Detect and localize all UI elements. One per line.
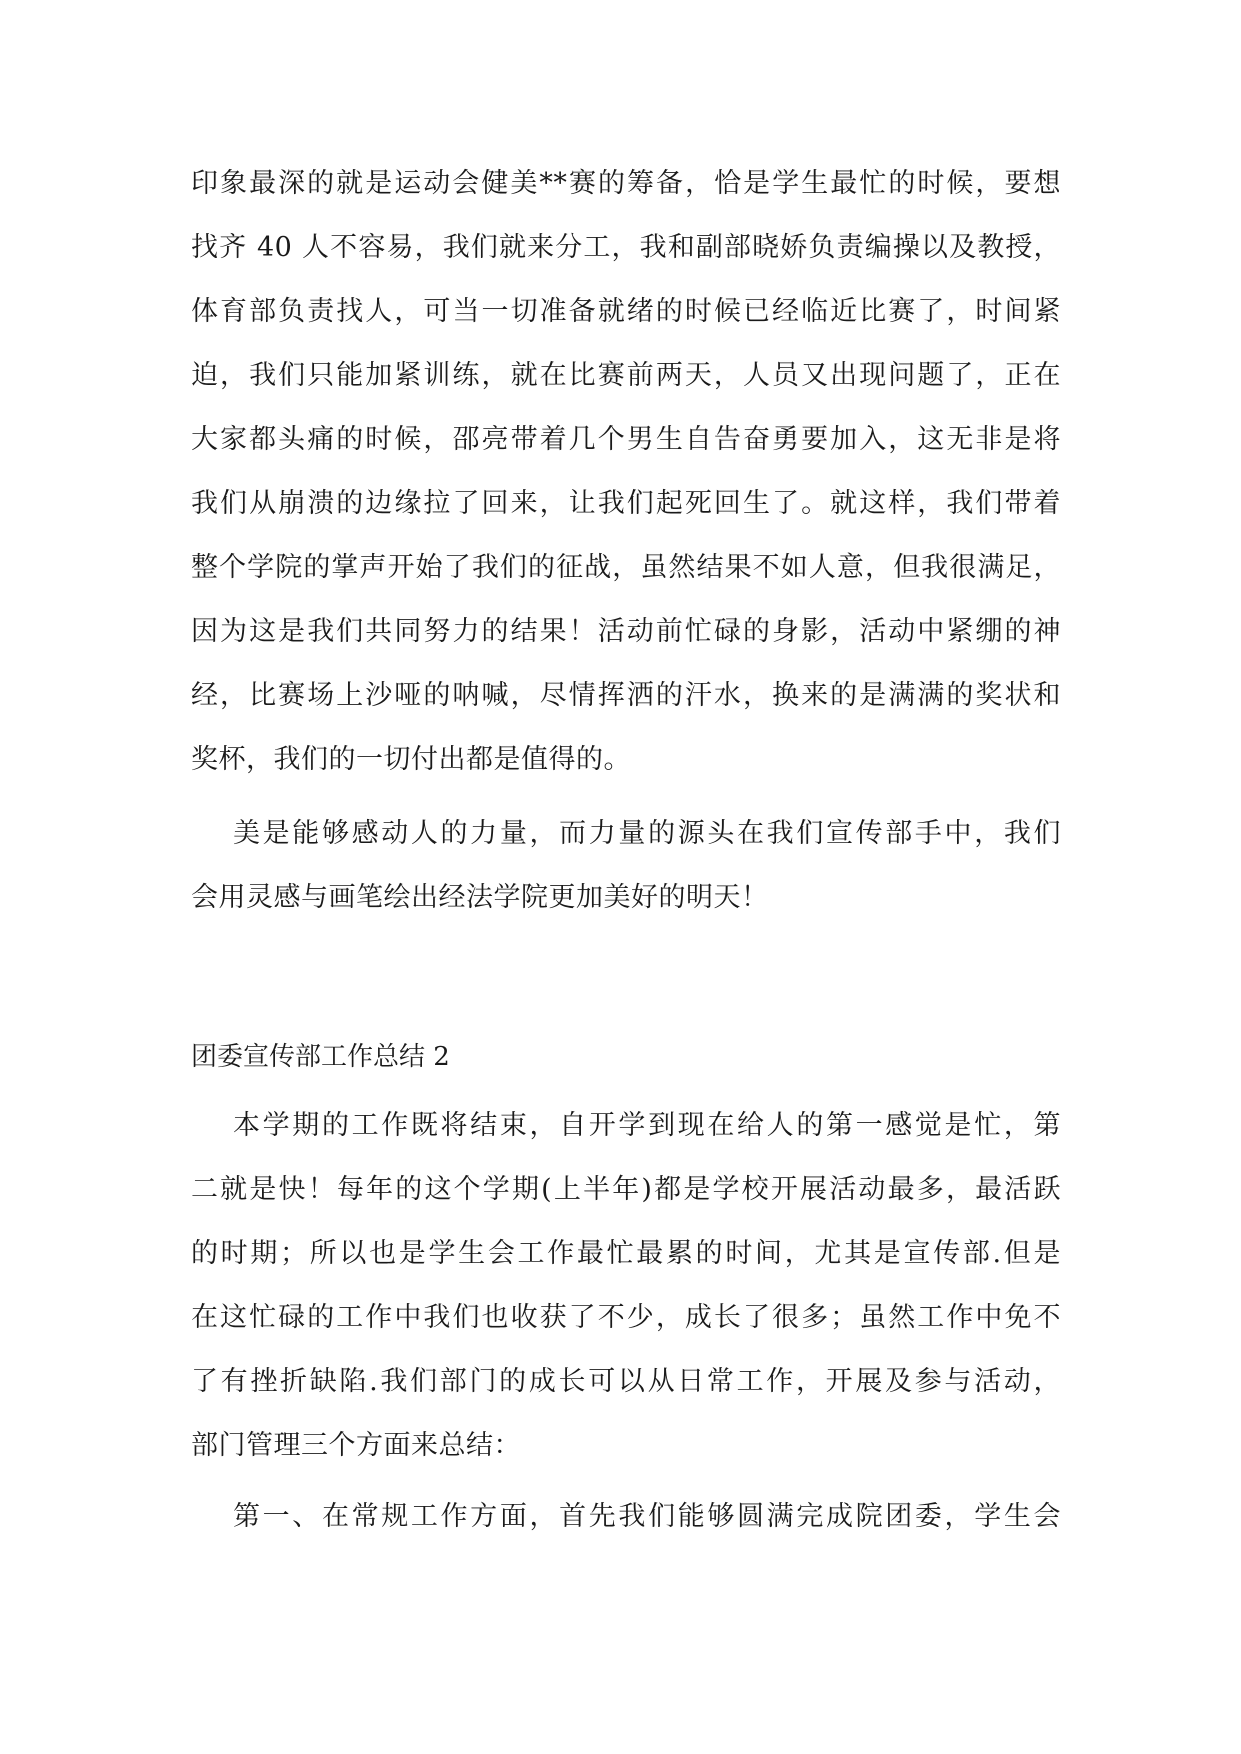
text-line: 找齐 40 人不容易，我们就来分工，我和副部晓娇负责编操以及教授， (191, 232, 1061, 263)
text-line: 因为这是我们共同努力的结果！活动前忙碌的身影，活动中紧绷的神 (191, 616, 1061, 647)
text-line: 在这忙碌的工作中我们也收获了不少，成长了很多；虽然工作中免不 (191, 1302, 1061, 1333)
paragraph-semester-summary (191, 1094, 1061, 1478)
text-line: 奖杯，我们的一切付出都是值得的。 (191, 744, 631, 775)
text-line: 大家都头痛的时候，邵亮带着几个男生自告奋勇要加入，这无非是将 (191, 424, 1061, 455)
text-line: 二就是快！每年的这个学期(上半年)都是学校开展活动最多，最活跃 (191, 1174, 1061, 1205)
text-line: 本学期的工作既将结束，自开学到现在给人的第一感觉是忙，第 (233, 1110, 1061, 1141)
section-heading: 团委宣传部工作总结 2 (191, 1042, 450, 1072)
text-line: 我们从崩溃的边缘拉了回来，让我们起死回生了。就这样，我们带着 (191, 488, 1061, 519)
text-line: 第一、在常规工作方面，首先我们能够圆满完成院团委，学生会 (233, 1501, 1061, 1532)
text-line: 了有挫折缺陷.我们部门的成长可以从日常工作，开展及参与活动， (191, 1366, 1061, 1397)
text-line: 的时期；所以也是学生会工作最忙最累的时间，尤其是宣传部.但是 (191, 1238, 1061, 1269)
paragraph-beauty (191, 802, 1061, 930)
text-line: 整个学院的掌声开始了我们的征战，虽然结果不如人意，但我很满足， (191, 552, 1061, 583)
text-line: 体育部负责找人，可当一切准备就绪的时候已经临近比赛了，时间紧 (191, 296, 1061, 327)
text-line: 经，比赛场上沙哑的呐喊，尽情挥洒的汗水，换来的是满满的奖状和 (191, 680, 1061, 711)
paragraph-sports-event (191, 152, 1061, 792)
text-line: 会用灵感与画笔绘出经法学院更加美好的明天！ (191, 882, 769, 913)
paragraph-routine-work (191, 1485, 1061, 1549)
text-line: 部门管理三个方面来总结： (191, 1430, 521, 1461)
text-line: 美是能够感动人的力量，而力量的源头在我们宣传部手中，我们 (233, 818, 1061, 849)
text-line: 迫，我们只能加紧训练，就在比赛前两天，人员又出现问题了，正在 (191, 360, 1061, 391)
text-line: 印象最深的就是运动会健美**赛的筹备，恰是学生最忙的时候，要想 (191, 168, 1061, 199)
